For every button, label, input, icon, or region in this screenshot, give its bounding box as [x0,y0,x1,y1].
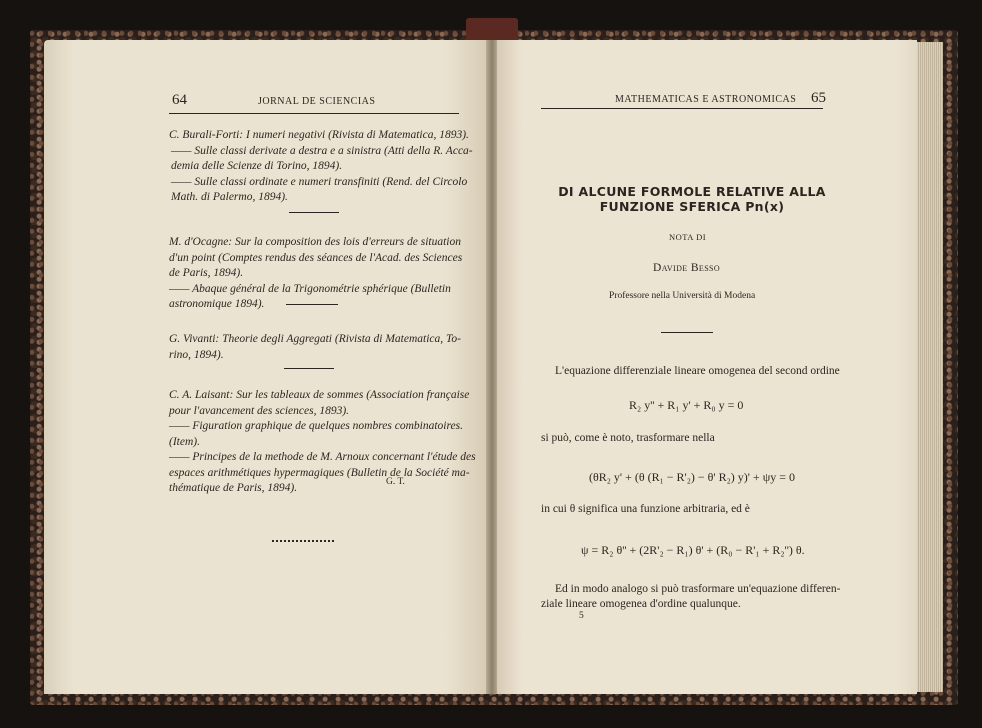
paragraph-2: si può, come è noto, trasformare nella [541,432,715,444]
text-line: —— Figuration graphique de quelques nombres combinatoires. [169,420,463,432]
section-divider [286,304,338,305]
text-line: C. A. Laisant: Sur les tableaux de sommes (Association française [169,389,470,401]
right-page-number: 65 [811,90,826,106]
text-line: —— Sulle classi derivate a destra e a sinistra (Atti della R. Acca- [171,144,473,157]
text-line: espaces arithmétiques hypermagiques (Bulletin de la Société ma- [169,466,470,479]
paragraph-3: in cui θ significa una funzione arbitraria, ed è [541,503,750,515]
reference-block-laisant [169,388,476,497]
end-ornament [272,540,334,544]
equation-3: ψ = R₂ θ'' + (2R'₂ − R₁) θ' + (R₀ − R'₁ + R₂'') θ. [581,543,805,557]
paragraph-4-line-2: ziale lineare omogenea d'ordine qualunque. [541,598,741,610]
page-edges [917,42,943,692]
signature-mark: 5 [579,611,584,621]
reference-block-vivanti [169,332,461,363]
header-rule [541,108,823,109]
reference-block-docagne [169,235,462,313]
text-line: —— Abaque général de la Trigonométrie sphérique (Bulletin [169,282,451,295]
left-page-number: 64 [172,92,187,108]
text-line: demia delle Scienze di Torino, 1894). [171,160,343,172]
paragraph-4-line-1: Ed in modo analogo si può trasformare un'equazione differen- [555,583,841,595]
text-line: C. Burali-Forti: I numeri negativi (Rivista di Matematica, 1893). [169,129,469,141]
text-line: M. d'Ocagne: Sur la composition des lois d'erreurs de situation [169,236,461,248]
title-line: FUNZIONE SFERICA Pn(x) [599,199,785,214]
right-running-head: MATHEMATICAS E ASTRONOMICAS [615,94,797,105]
header-rule [169,113,459,114]
text-line: rino, 1894). [169,348,224,361]
left-running-head: JORNAL DE SCIENCIAS [258,96,376,107]
left-page [44,40,488,694]
article-author: Davide Besso [653,262,721,274]
text-line: pour l'avancement des sciences, 1893). [169,404,350,417]
section-divider [289,212,339,213]
text-line: Math. di Palermo, 1894). [171,191,288,203]
section-divider [284,368,334,369]
text-line: de Paris, 1894). [169,267,244,279]
text-line: (Item). [169,435,200,448]
author-signature: G. T. [386,477,405,487]
text-line: G. Vivanti: Theorie degli Aggregati (Rivista di Matematica, To- [169,333,461,345]
text-line: d'un point (Comptes rendus des séances de l'Acad. des Sciences [169,251,463,264]
paragraph-1: L'equazione differenziale lineare omogenea del second ordine [555,365,840,377]
author-affiliation: Professore nella Università di Modena [609,291,756,301]
text-line: thématique de Paris, 1894). [169,482,298,494]
title-line: DI ALCUNE FORMOLE RELATIVE ALLA [558,184,826,199]
article-title [537,184,847,214]
equation-1: R₂ y'' + R₁ y' + R₀ y = 0 [629,398,744,412]
nota-label: NOTA DI [669,232,707,242]
text-line: astronomique 1894). [169,298,265,310]
text-line: —— Principes de la methode de M. Arnoux concernant l'étude des [169,451,476,463]
equation-2: (θR₂ y' + (θ (R₁ − R'₂) − θ' R₂) y)' + ψy = 0 [589,470,795,484]
reference-block-burali-forti [169,128,473,206]
section-divider [661,332,713,333]
right-page [497,40,917,694]
text-line: —— Sulle classi ordinate e numeri transfiniti (Rend. del Circolo [171,175,468,188]
